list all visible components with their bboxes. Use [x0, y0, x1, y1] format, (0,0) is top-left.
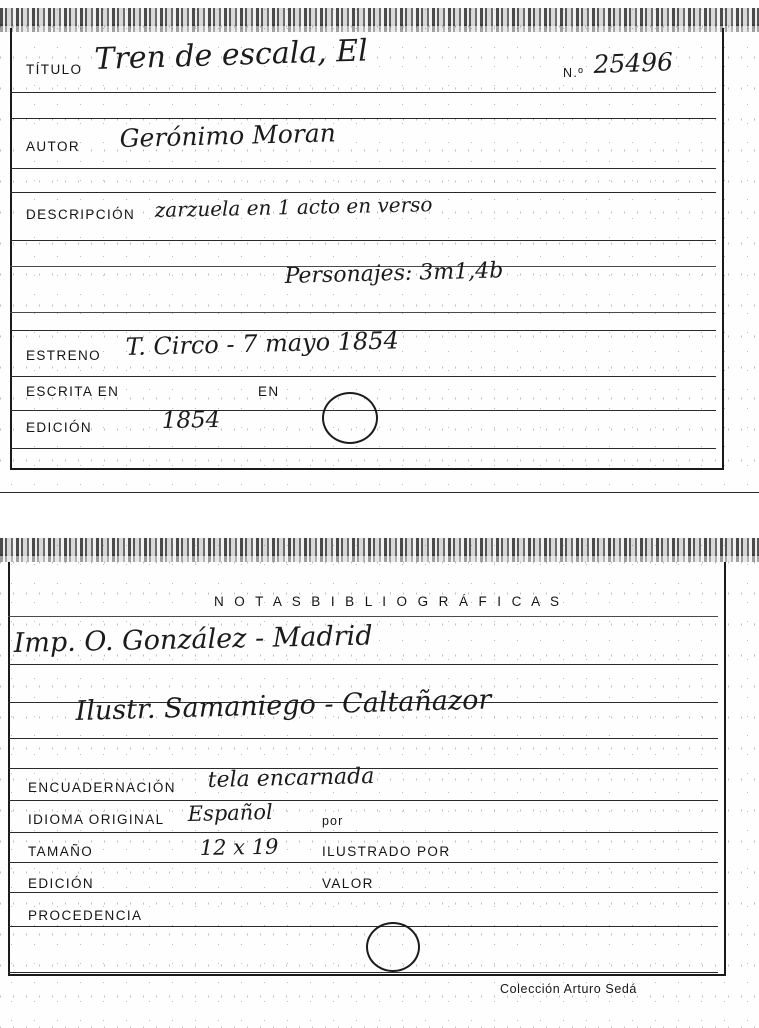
rule-line [10, 92, 716, 93]
field-label-numero: N.º [563, 66, 585, 80]
field-label-en: EN [258, 384, 280, 399]
catalog-card-back [0, 536, 759, 1028]
field-label-titulo: TÍTULO [26, 62, 83, 77]
field-value-numero: 25496 [592, 47, 674, 79]
scan-edge-line [0, 492, 759, 493]
field-label-descripcion: DESCRIPCIÓN [26, 207, 136, 222]
field-label-idioma-original: IDIOMA ORIGINAL [28, 812, 165, 827]
field-value-descripcion: zarzuela en 1 acto en verso [154, 192, 433, 222]
field-label-autor: AUTOR [26, 139, 81, 154]
field-value-edicion: 1854 [161, 406, 221, 434]
field-label-por: por [322, 814, 344, 828]
note-personajes: Personajes: 3m1,4b [284, 258, 504, 289]
rule-line [10, 312, 716, 313]
hole-punch-stamp-back [366, 922, 420, 972]
rule-line [8, 972, 718, 973]
hole-punch-stamp-front [322, 392, 378, 444]
field-label-encuadernacion: ENCUADERNACIÓN [28, 780, 176, 795]
field-value-estreno: T. Circo - 7 mayo 1854 [125, 326, 400, 361]
scan-gap [0, 490, 759, 536]
field-label-ilustrado-por: ILUSTRADO POR [322, 844, 451, 859]
field-value-titulo: Tren de escala, El [93, 33, 369, 77]
field-label-edicion: EDICIÓN [26, 420, 93, 435]
rule-line [10, 376, 716, 377]
rule-line [8, 800, 718, 801]
rule-line [8, 926, 718, 927]
rule-line [10, 240, 716, 241]
rule-line [10, 448, 716, 449]
field-value-tamano: 12 x 19 [199, 834, 279, 860]
rule-line [10, 168, 716, 169]
field-value-autor: Gerónimo Moran [119, 118, 337, 153]
rule-line [8, 616, 718, 617]
rule-line [8, 738, 718, 739]
rule-line [8, 862, 718, 863]
field-label-edicion-back: EDICIÓN [28, 876, 95, 891]
field-label-estreno: ESTRENO [26, 348, 102, 363]
rule-line [10, 118, 716, 119]
collection-credit: Colección Arturo Sedá [500, 982, 637, 996]
scan-edge-noise-bottom-2 [0, 554, 759, 562]
field-value-idioma-original: Español [187, 799, 273, 826]
catalog-card-front [0, 0, 759, 490]
field-label-tamano: TAMAÑO [28, 844, 94, 859]
rule-line [8, 832, 718, 833]
note-imprenta: Imp. O. González - Madrid [13, 620, 373, 659]
field-label-escrita-en: ESCRITA EN [26, 384, 120, 399]
notas-bibliograficas-heading: N O T A S B I B L I O G R Á F I C A S [214, 594, 563, 609]
field-value-encuadernacion: tela encarnada [207, 763, 375, 793]
note-ilustrador: Ilustr. Samaniego - Caltañazor [75, 684, 492, 727]
field-label-valor: VALOR [322, 876, 374, 891]
rule-line [8, 892, 718, 893]
field-label-procedencia: PROCEDENCIA [28, 908, 143, 923]
rule-line [8, 664, 718, 665]
